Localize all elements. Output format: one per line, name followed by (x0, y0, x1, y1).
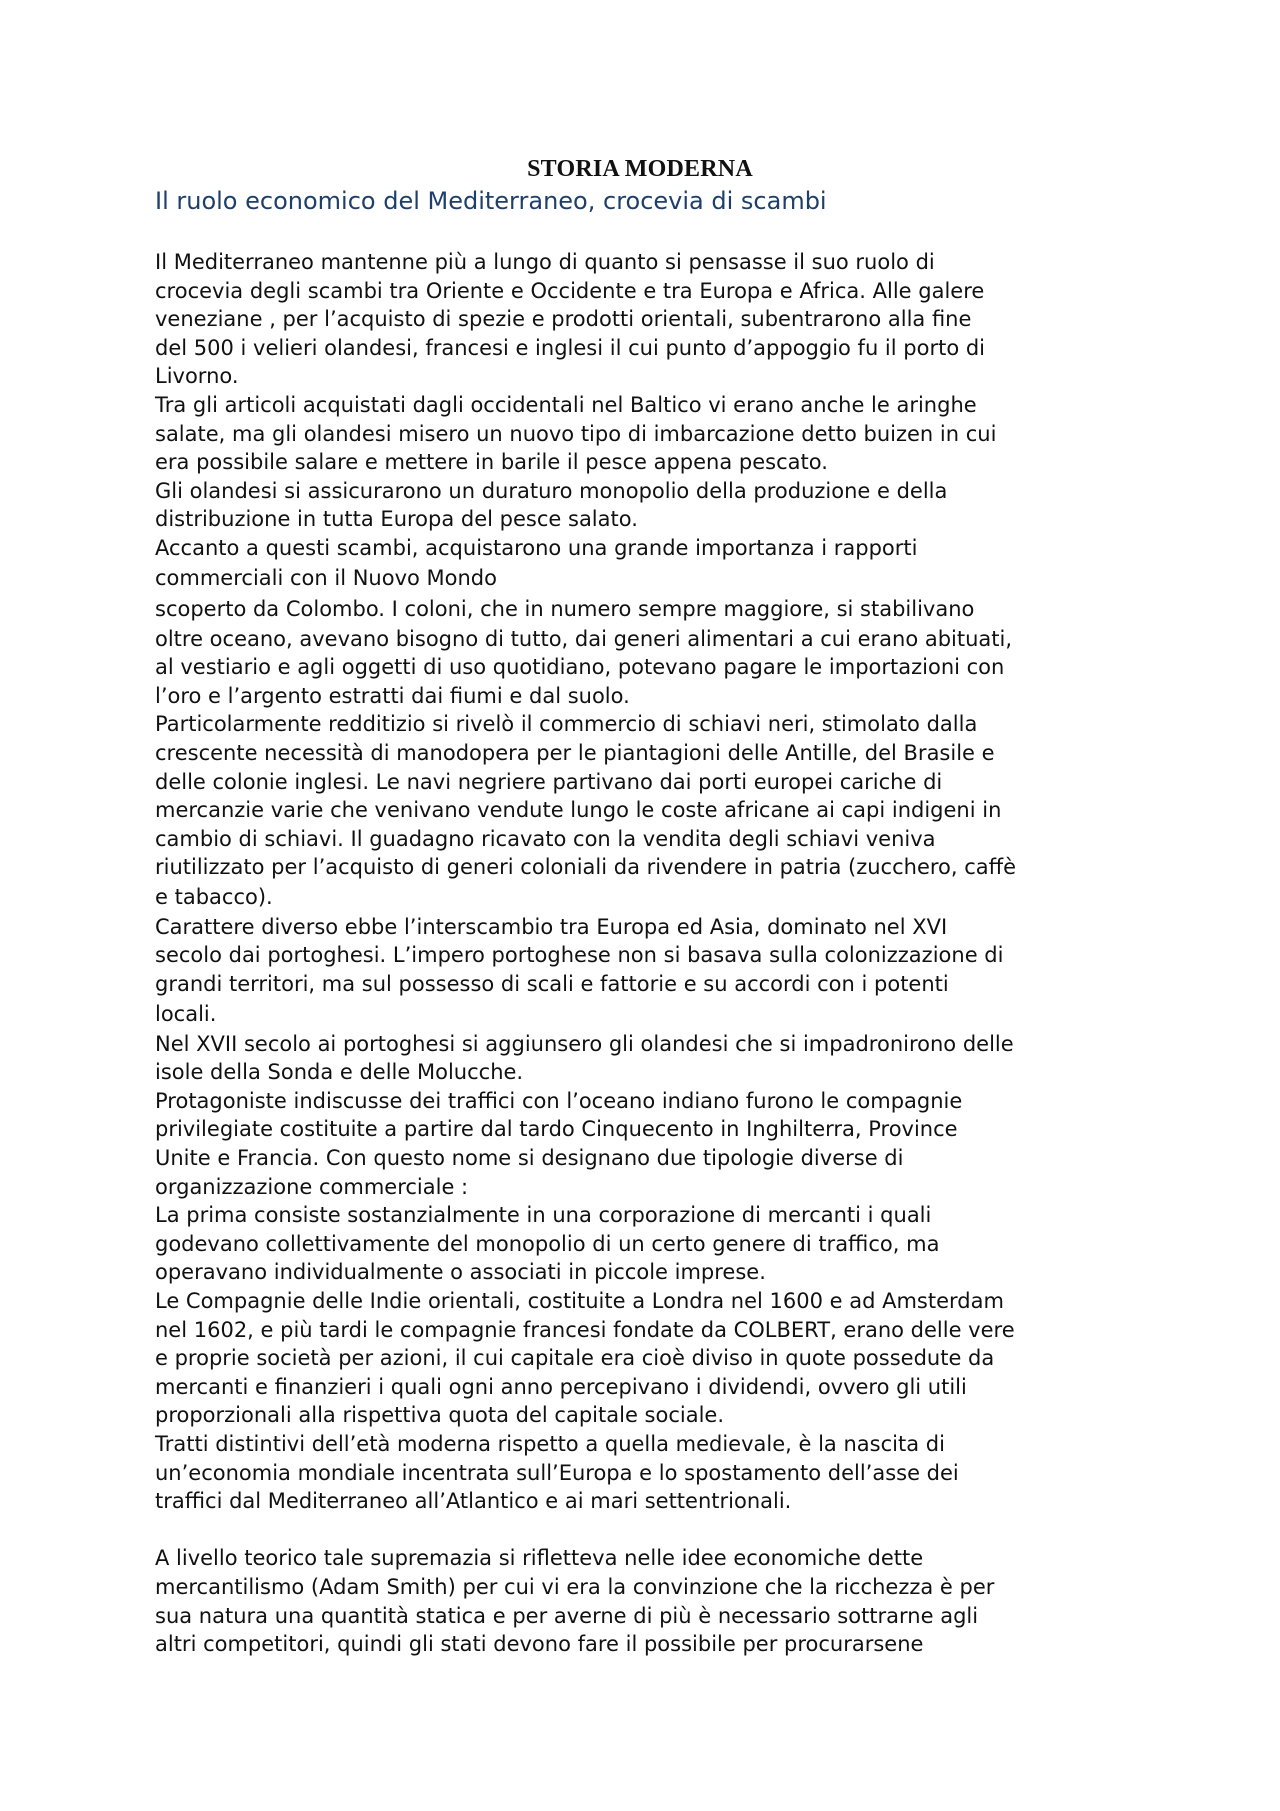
text-line: mercantilismo (Adam Smith) per cui vi era la convinzione che la ricchezza è per (155, 1574, 995, 1599)
text-line: commerciali con il Nuovo Mondo (155, 565, 497, 590)
text-line: scoperto da Colombo. I coloni, che in numero sempre maggiore, si stabilivano (155, 596, 975, 621)
text-line: e tabacco). (155, 884, 273, 909)
text-line: Tratti distintivi dell’età moderna rispetto a quella medievale, è la nascita di (155, 1431, 945, 1456)
text-line: secolo dai portoghesi. L’impero portoghese non si basava sulla colonizzazione di (155, 943, 1004, 968)
page-subtitle: Il ruolo economico del Mediterraneo, crocevia di scambi (155, 187, 827, 215)
text-line: privilegiate costituite a partire dal tardo Cinquecento in Inghilterra, Province (155, 1117, 958, 1142)
text-line: proporzionali alla rispettiva quota del capitale sociale. (155, 1403, 725, 1428)
page-title: STORIA MODERNA (527, 156, 753, 182)
paragraph (155, 710, 1155, 913)
text-line: era possibile salare e mettere in barile il pesce appena pescato. (155, 450, 828, 475)
paragraph (155, 1087, 1155, 1201)
text-line: Carattere diverso ebbe l’interscambio tra Europa ed Asia, dominato nel XVI (155, 914, 948, 939)
text-line: riutilizzato per l’acquisto di generi coloniali da rivendere in patria (zucchero, caffè (155, 855, 1017, 880)
paragraph-spacer (155, 1516, 1155, 1545)
text-line: Tra gli articoli acquistati dagli occidentali nel Baltico vi erano anche le aringhe (155, 392, 977, 417)
text-line: locali. (155, 1001, 217, 1026)
text-line: distribuzione in tutta Europa del pesce salato. (155, 507, 638, 532)
text-line: salate, ma gli olandesi misero un nuovo tipo di imbarcazione detto buizen in cui (155, 421, 997, 446)
text-line: cambio di schiavi. Il guadagno ricavato con la vendita degli schiavi veniva (155, 826, 936, 851)
paragraph (155, 913, 1155, 1030)
text-line: Accanto a questi scambi, acquistarono una grande importanza i rapporti (155, 535, 918, 560)
text-line: sua natura una quantità statica e per averne di più è necessario sottrarne agli (155, 1603, 979, 1628)
text-line: un’economia mondiale incentrata sull’Europa e lo spostamento dell’asse dei (155, 1460, 959, 1485)
text-line: nel 1602, e più tardi le compagnie francesi fondate da COLBERT, erano delle vere (155, 1317, 1015, 1342)
text-line: crocevia degli scambi tra Oriente e Occidente e tra Europa e Africa. Alle galere (155, 278, 985, 303)
text-line: delle colonie inglesi. Le navi negriere partivano dai porti europei cariche di (155, 769, 943, 794)
text-line: A livello teorico tale supremazia si rifletteva nelle idee economiche dette (155, 1546, 924, 1571)
paragraph (155, 1201, 1155, 1287)
text-line: Gli olandesi si assicurarono un duraturo monopolio della produzione e della (155, 478, 948, 503)
text-line: operavano individualmente o associati in piccole imprese. (155, 1260, 766, 1285)
paragraph (155, 1030, 1155, 1087)
text-line: mercanti e finanzieri i quali ogni anno percepivano i dividendi, ovvero gli utili (155, 1374, 967, 1399)
text-line: La prima consiste sostanzialmente in una corporazione di mercanti i quali (155, 1203, 932, 1228)
paragraph (155, 391, 1155, 477)
text-line: altri competitori, quindi gli stati devono fare il possibile per procurarsene (155, 1632, 924, 1657)
text-line: oltre oceano, avevano bisogno di tutto, dai generi alimentari a cui erano abituati, (155, 626, 1013, 651)
text-line: del 500 i velieri olandesi, francesi e inglesi il cui punto d’appoggio fu il porto di (155, 335, 986, 360)
text-line: Livorno. (155, 364, 239, 389)
text-line: e proprie società per azioni, il cui capitale era cioè diviso in quote possedute da (155, 1346, 995, 1371)
text-line: Le Compagnie delle Indie orientali, costituite a Londra nel 1600 e ad Amsterdam (155, 1289, 1004, 1313)
paragraph (155, 594, 1155, 711)
text-line: Particolarmente redditizio si rivelò il commercio di schiavi neri, stimolato dalla (155, 712, 978, 737)
text-line: godevano collettivamente del monopolio di un certo genere di traffico, ma (155, 1231, 940, 1256)
text-line: al vestiario e agli oggetti di uso quotidiano, potevano pagare le importazioni con (155, 655, 1005, 680)
text-line: Il Mediterraneo mantenne più a lungo di quanto si pensasse il suo ruolo di (155, 250, 935, 274)
paragraph (155, 248, 1155, 391)
paragraph (155, 1544, 1155, 1658)
text-line: Nel XVII secolo ai portoghesi si aggiunsero gli olandesi che si impadronirono delle (155, 1031, 1014, 1056)
paragraph (155, 477, 1155, 534)
text-line: Unite e Francia. Con questo nome si designano due tipologie diverse di (155, 1146, 904, 1171)
text-line: grandi territori, ma sul possesso di scali e fattorie e su accordi con i potenti (155, 972, 949, 997)
text-line: isole della Sonda e delle Molucche. (155, 1060, 524, 1085)
paragraph (155, 1430, 1155, 1516)
text-line: veneziane , per l’acquisto di spezie e prodotti orientali, subentrarono alla fine (155, 307, 972, 332)
text-line: mercanzie varie che venivano vendute lungo le coste africane ai capi indigeni in (155, 798, 1002, 823)
text-line: organizzazione commerciale : (155, 1174, 469, 1199)
text-line: traffici dal Mediterraneo all’Atlantico e ai mari settentrionali. (155, 1489, 792, 1514)
paragraph (155, 1287, 1155, 1430)
text-line: Protagoniste indiscusse dei traffici con l’oceano indiano furono le compagnie (155, 1088, 963, 1113)
text-line: l’oro e l’argento estratti dai fiumi e dal suolo. (155, 683, 630, 708)
paragraph (155, 534, 1155, 594)
document-body (155, 248, 1155, 1659)
text-line: crescente necessità di manodopera per le piantagioni delle Antille, del Brasile e (155, 740, 995, 765)
